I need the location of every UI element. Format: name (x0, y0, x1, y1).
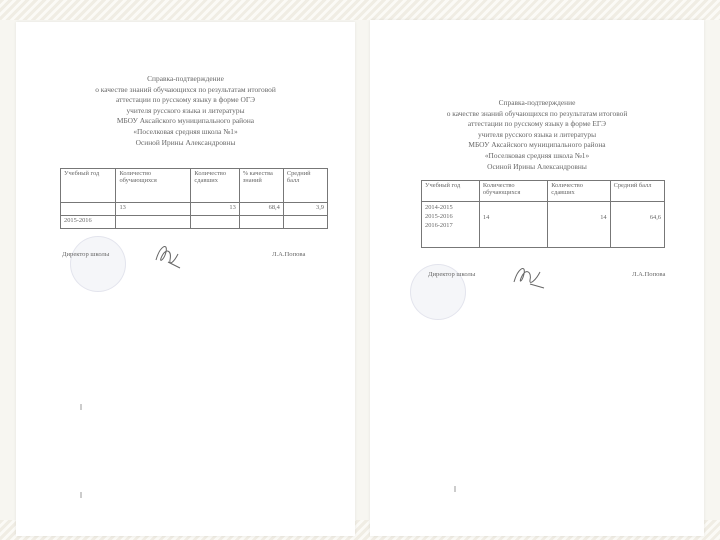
header-line: Справка-подтверждение (498, 98, 576, 107)
col-header: Учебный год (422, 181, 480, 202)
page-mark (80, 492, 82, 498)
header-line: МБОУ Аксайского муниципального района (116, 116, 255, 126)
results-table (60, 168, 328, 229)
table-cell: 14 (548, 202, 610, 248)
table-header-row (422, 181, 665, 202)
header-line: учителя русского языка и литературы (477, 129, 597, 139)
table-cell (191, 216, 239, 229)
header-line: учителя русского языка и литературы (126, 105, 245, 115)
table-cell: 3,9 (283, 203, 327, 216)
col-header: Количество сдавших (548, 181, 610, 202)
table-cell (283, 216, 327, 229)
col-header: Средний балл (610, 181, 664, 202)
header-line: Справка-подтверждение (147, 74, 224, 83)
header-line: «Поселковая средняя школа №1» (133, 126, 238, 136)
header-line: о качестве знаний обучающихся по результатам итоговой (95, 84, 276, 94)
col-header: Количество обучающихся (116, 169, 191, 203)
col-header: % качества знаний (239, 169, 283, 203)
director-signature (150, 238, 186, 272)
table-row (422, 202, 665, 248)
header-line: Осиной Ирины Александровны (135, 137, 236, 147)
table-cell: 14 (479, 202, 547, 248)
table-cell (116, 216, 191, 229)
header-line: МБОУ Аксайского муниципального района (468, 140, 606, 150)
certificate-header (370, 98, 704, 172)
director-label: Директор школы (62, 251, 110, 258)
col-header: Учебный год (61, 169, 116, 203)
table-cell: 13 (191, 203, 239, 216)
table-row (61, 203, 328, 216)
director-name: Л.А.Попова (272, 251, 306, 258)
table-cell: 64,6 (610, 202, 664, 248)
col-header: Средний балл (283, 169, 327, 203)
certificate-page-oge (16, 22, 355, 536)
table-cell: 2015-2016 (61, 216, 116, 229)
page-mark (80, 404, 82, 410)
table-header-row (61, 169, 328, 203)
director-name: Л.А.Попова (632, 271, 666, 278)
page-mark (454, 486, 456, 492)
table-cell: 68,4 (239, 203, 283, 216)
official-stamp (70, 236, 126, 292)
certificate-page-ege (370, 20, 704, 536)
top-border-pattern (0, 0, 720, 20)
director-signature (510, 258, 548, 292)
header-line: о качестве знаний обучающихся по результатам итоговой (446, 108, 628, 118)
col-header: Количество сдавших (191, 169, 239, 203)
table-cell: 13 (116, 203, 191, 216)
table-cell (61, 203, 116, 216)
table-row (61, 216, 328, 229)
header-line: аттестации по русскому языку в форме ОГЭ (116, 95, 255, 105)
col-header: Количество обучающихся (479, 181, 547, 202)
director-label: Директор школы (428, 271, 476, 278)
header-line: аттестации по русскому языку в форме ЕГЭ (467, 119, 607, 129)
header-line: Осиной Ирины Александровны (487, 161, 587, 171)
table-cell: 2014-2015 2015-2016 2016-2017 (422, 202, 480, 248)
header-line: «Поселковая средняя школа №1» (484, 150, 590, 160)
certificate-header (16, 74, 355, 148)
table-cell (239, 216, 283, 229)
results-table (421, 180, 665, 248)
